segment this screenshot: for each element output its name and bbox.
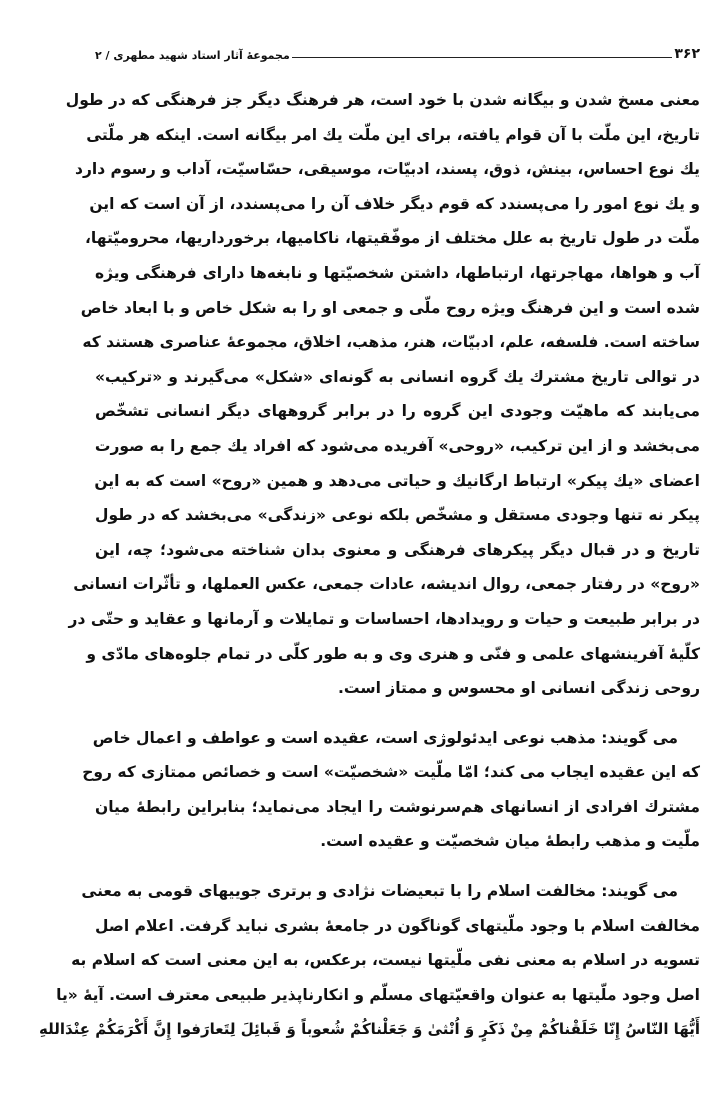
text-line: أَیُّهَا النّاسُ إِنّا خَلَقْناکُمْ مِنْ ذَکَرٍ وَ اُنْثیٰ وَ جَعَلْناکُمْ شُعوباً وَ قَبائِلَ لِتَعارَفوا إِنَّ أَکْرَمَکُمْ عِنْدَاللهِ: [39, 1020, 700, 1039]
text-line: «روح» در رفتار جمعی، روال اندیشه، عادات جمعی، عکس العملها، و تأثّرات انسانی: [73, 575, 700, 594]
text-line: ملّت در طول تاریخ به علل مختلف از موفّقیتها، ناکامیها، برخورداریها، محرومیّتها،: [85, 229, 700, 248]
text-line: در توالی تاریخ مشترك یك گروه انسانی به گونه‌ای «شکل» می‌گیرند و «ترکیب»: [95, 367, 700, 386]
text-line: آب و هواها، مهاجرتها، ارتباطها، داشتن شخصیّتها و نابغه‌ها دارای فرهنگی ویژه: [95, 263, 700, 282]
text-line: تسویه در اسلام به معنی نفی ملّیتها نیست، برعکس، به این معنی است که اسلام به: [71, 951, 700, 970]
header-rule: [292, 57, 673, 58]
text-line: کلّیهٔ آفرینشهای علمی و فنّی و هنری وی و به طور کلّی در تمام جلوه‌های مادّی و: [86, 644, 700, 663]
text-line: در برابر طبیعت و حیات و رویدادها، احساسات و تمایلات و آرمانها و عقاید و حتّی در: [68, 609, 700, 628]
running-header: [95, 42, 700, 62]
text-line: اعضای «یك پیکر» ارتباط ارگانیك و حیاتی می‌دهد و همین «روح» است که به این: [94, 471, 700, 490]
page-number: ۳۶۲: [674, 46, 700, 62]
text-line: مشترك افرادی از انسانهای هم‌سرنوشت را ایجاد می‌نماید؛ بنابراین رابطهٔ میان: [95, 797, 700, 816]
text-line: که این عقیده ایجاب می کند؛ امّا ملّیت «شخصیّت» است و خصائص ممتازی که روح: [82, 763, 700, 782]
text-line: معنی مسخ شدن و بیگانه شدن با خود است، هر فرهنگ دیگر جز فرهنگی که در طول: [65, 91, 700, 109]
paragraph: [39, 874, 700, 1047]
text-line: ساخته است. فلسفه، علم، ادبیّات، هنر، مذهب، اخلاق، مجموعهٔ عناصری هستند که: [82, 333, 700, 352]
running-title: مجموعهٔ آثار استاد شهید مطهری / ۲: [95, 49, 290, 62]
paragraph: [82, 721, 700, 859]
paragraph: [65, 83, 700, 706]
text-line: ملّیت و مذهب رابطهٔ میان شخصیّت و عقیده است.: [320, 832, 700, 851]
page-body: [39, 83, 700, 1062]
text-line: پیکر نه تنها وجودی مستقل و مشخّص بلکه نوعی «زندگی» می‌بخشد که در طول: [95, 506, 700, 525]
text-line: تاریخ، این ملّت با آن قوام یافته، برای این ملّت یك امر بیگانه است. اینکه هر ملّتی: [86, 125, 700, 144]
text-line: مخالفت اسلام با وجود ملّیتهای گوناگون در جامعهٔ بشری نباید گرفت. اعلام اصل: [95, 916, 700, 935]
text-line: می‌بخشد و از این ترکیب، «روحی» آفریده می‌شود که افراد یك جمع را به صورت: [94, 436, 700, 455]
text-line: می‌یابند که ماهیّت وجودی این گروه را در برابر گروههای دیگر انسانی تشخّص: [95, 402, 700, 421]
text-line: یك نوع احساس، بینش، ذوق، پسند، ادبیّات، موسیقی، حسّاسیّت، آداب و رسوم دارد: [75, 160, 700, 179]
text-line: می گویند: مخالفت اسلام را با تبعیضات نژادی و برتری جوییهای قومی به معنی: [81, 882, 678, 901]
text-line: روحی زندگی انسانی او محسوس و ممتاز است.: [338, 679, 700, 698]
text-line: و یك نوع امور را می‌پسندد که قوم دیگر خلاف آن را می‌پسندد، از آن است که این: [89, 194, 700, 213]
text-line: تاریخ و در قبال دیگر پیکرهای فرهنگی و معنوی بدان شناخته می‌شود؛ چه، این: [95, 540, 700, 559]
text-line: اصل وجود ملّیتها به عنوان واقعیّتهای مسلّم و انکارناپذیر طبیعی معترف است. آیهٔ «یا: [56, 985, 700, 1004]
text-line: شده است و این فرهنگ ویژه روح ملّی و جمعی او را به شکل خاص و با ابعاد خاص: [80, 298, 700, 317]
text-line: می گویند: مذهب نوعی ایدئولوژی است، عقیده است و عواطف و اعمال خاص: [92, 728, 678, 747]
